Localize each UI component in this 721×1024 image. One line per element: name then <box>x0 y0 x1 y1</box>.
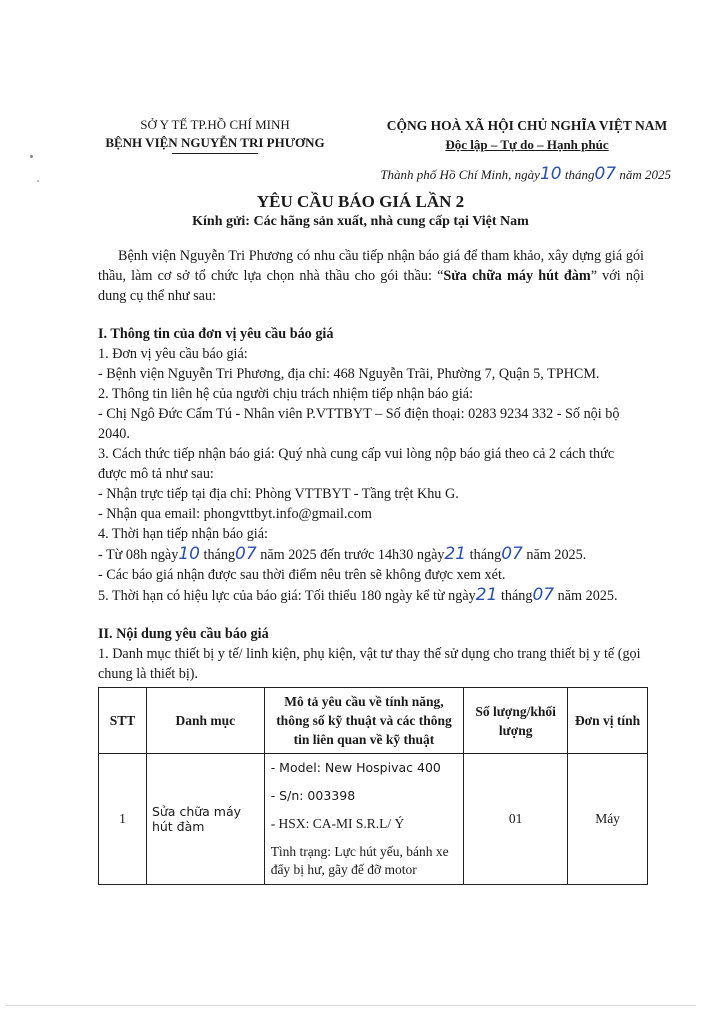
section-1-line: - Nhận qua email: phongvttbyt.info@gmail.com <box>98 506 372 522</box>
text: năm 2025. <box>557 588 618 604</box>
handwritten-day: 21 <box>475 585 498 605</box>
desc-line: Tình trạng: Lực hút yếu, bánh xe đẩy bị hư, gãy đế đỡ motor <box>270 844 449 877</box>
validity-line <box>98 585 644 606</box>
cell-stt: 1 <box>99 754 147 885</box>
request-table <box>98 687 648 885</box>
date-month-label: tháng <box>564 167 595 182</box>
cell-item: Sửa chữa máy hút đàm <box>146 754 264 885</box>
col-header-unit: Đơn vị tính <box>568 688 648 754</box>
section-1-line: 4. Thời hạn tiếp nhận báo giá: <box>98 526 268 542</box>
text: 5. Thời hạn có hiệu lực của báo giá: Tối thiểu 180 ngày kể từ ngày <box>98 588 476 604</box>
table-row <box>99 754 648 885</box>
text: năm 2025 đến trước 14h30 ngày <box>260 547 445 563</box>
hospital-name: BỆNH VIỆN NGUYỄN TRI PHƯƠNG <box>105 135 325 150</box>
handwritten-day: 21 <box>444 544 467 564</box>
desc-line: - S/n: 003398 <box>270 788 356 803</box>
section-1-line: - Chị Ngô Đức Cẩm Tú - Nhân viên P.VTTBYT – Số điện thoại: 0283 9234 332 - Số nội bộ 2040. <box>98 406 620 442</box>
package-name: Sửa chữa máy hút đàm <box>443 268 591 284</box>
header-underline <box>172 153 258 154</box>
desc-line: - Model: New Hospivac 400 <box>270 760 441 775</box>
department-name: SỞ Y TẾ TP.HỒ CHÍ MINH <box>140 117 290 132</box>
document-body <box>98 246 644 684</box>
date-year: năm 2025 <box>619 167 671 182</box>
document-title: YÊU CẦU BÁO GIÁ LẦN 2 <box>256 192 465 211</box>
col-header-desc: Mô tả yêu cầu về tính năng, thông số kỹ thuật và các thông tin liên quan về kỹ thuật <box>264 688 464 754</box>
date-prefix: Thành phố Hồ Chí Minh, ngày <box>380 167 540 182</box>
national-header <box>368 116 686 154</box>
deadline-line <box>98 544 644 565</box>
intro-text: Bệnh viện Nguyễn Tri Phương có nhu cầu tiếp nhận báo giá để tham khảo, xây dựng giá gói thầu, làm cơ sở tổ chức lựa chọn nhà thầu cho gói thầu: “ <box>98 248 644 284</box>
text: tháng <box>203 547 236 563</box>
issuer-header <box>80 116 350 154</box>
table-header-row <box>99 688 648 754</box>
desc-line: - HSX: CA-MI S.R.L/ Ý <box>270 816 405 831</box>
country-name: CỘNG HOÀ XÃ HỘI CHỦ NGHĨA VIỆT NAM <box>386 118 668 133</box>
handwritten-month: 07 <box>594 164 617 184</box>
date-line <box>380 164 671 184</box>
text: năm 2025. <box>526 547 587 563</box>
cell-qty: 01 <box>464 754 568 885</box>
handwritten-month: 07 <box>532 585 555 605</box>
text: tháng <box>500 588 533 604</box>
section-2-line: 1. Danh mục thiết bị y tế/ linh kiện, phụ kiện, vật tư thay thế sử dụng cho trang thiết bị y tế (gọi chung là thiết bị). <box>98 646 641 682</box>
motto: Độc lập – Tự do – Hạnh phúc <box>445 137 609 152</box>
cell-unit: Máy <box>568 754 648 885</box>
text: - Từ 08h ngày <box>98 547 179 563</box>
handwritten-month: 07 <box>501 544 523 564</box>
section-1-heading: I. Thông tin của đơn vị yêu cầu báo giá <box>98 326 334 342</box>
section-1-line: 3. Cách thức tiếp nhận báo giá: Quý nhà cung cấp vui lòng nộp báo giá theo cả 2 cách thức được mô tả như sau: <box>98 446 615 482</box>
scan-speck <box>37 180 39 182</box>
section-1-line: - Các báo giá nhận được sau thời điểm nêu trên sẽ không được xem xét. <box>98 567 506 583</box>
col-header-qty: Số lượng/khối lượng <box>464 688 568 754</box>
col-header-item: Danh mục <box>146 688 264 754</box>
text: tháng <box>469 547 502 563</box>
handwritten-day: 10 <box>178 544 200 564</box>
section-1-line: - Nhận trực tiếp tại địa chỉ: Phòng VTTBYT - Tầng trệt Khu G. <box>98 486 459 502</box>
section-1-line: - Bệnh viện Nguyễn Tri Phương, địa chỉ: 468 Nguyễn Trãi, Phường 7, Quận 5, TPHCM. <box>98 366 600 382</box>
section-1-line: 2. Thông tin liên hệ của người chịu trách nhiệm tiếp nhận báo giá: <box>98 386 474 402</box>
cell-desc <box>264 754 464 885</box>
handwritten-day: 10 <box>539 164 562 184</box>
handwritten-month: 07 <box>235 544 257 564</box>
section-1-line: 1. Đơn vị yêu cầu báo giá: <box>98 346 248 362</box>
section-2-heading: II. Nội dung yêu cầu báo giá <box>98 626 269 642</box>
intro-paragraph <box>98 246 644 306</box>
scan-edge <box>6 1005 696 1006</box>
scan-speck <box>30 155 33 158</box>
col-header-stt: STT <box>99 688 147 754</box>
intro-end: ” với nội dung cụ thể như sau: <box>98 268 645 304</box>
document-subtitle: Kính gửi: Các hãng sản xuất, nhà cung cấp tại Việt Nam <box>192 214 529 229</box>
